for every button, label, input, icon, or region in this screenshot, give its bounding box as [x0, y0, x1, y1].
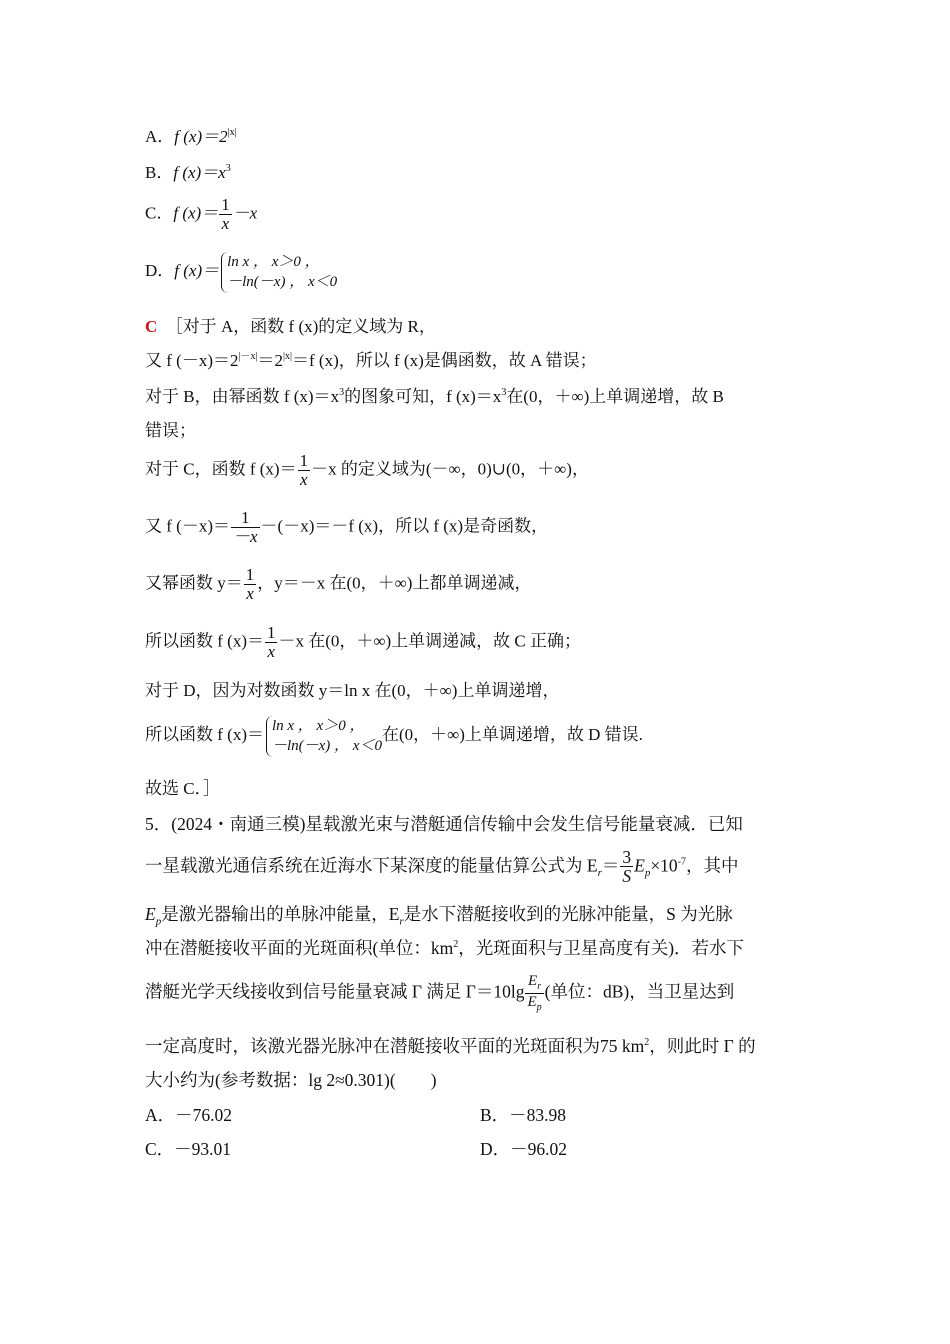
option-d-lhs: f (x)＝ — [174, 261, 220, 281]
solution-text-7a: 又幂函数 y＝ — [145, 573, 243, 593]
q5-option-d: D．－96.02 — [480, 1139, 568, 1159]
q5-line-6 — [145, 1038, 756, 1056]
answer-letter: C — [145, 317, 158, 336]
option-c — [145, 196, 257, 234]
option-b-exp: 3 — [225, 163, 231, 174]
q5-text-5a: 潜艇光学天线接收到信号能量衰减 Γ 满足 Γ＝10lg — [145, 981, 525, 1002]
option-c-label: C． — [145, 203, 174, 223]
solution-text-7b: ，y＝－x 在(0，＋∞)上都单调递减， — [257, 573, 532, 593]
solution-text-6a: 又 f (－x)＝ — [145, 516, 230, 536]
solution-text-3c: 在(0，＋∞)上单调递增，故 B — [506, 387, 724, 406]
solution-line-8 — [145, 624, 581, 662]
solution-line-9 — [145, 682, 559, 699]
q5-line-1 — [145, 816, 743, 834]
solution-piecewise-10 — [266, 716, 382, 757]
q5-numsub-5: r — [537, 981, 542, 992]
q5-text-1: 5．(2024・南通三模)星载激光束与潜艇通信传输中会发生信号能量衰减．已知 — [145, 814, 743, 834]
q5-text-3c: 是水下潜艇接收到的光脉冲能量，S 为光脉 — [403, 904, 733, 924]
option-c-fraction — [219, 196, 232, 234]
q5-line-4 — [145, 940, 744, 958]
option-d-piecewise — [221, 252, 337, 293]
solution-exp-2a: |－x| — [238, 351, 258, 362]
option-c-lhs: f (x)＝ — [173, 203, 219, 223]
solution-line-10 — [145, 716, 643, 757]
q5-line-7 — [145, 1072, 437, 1090]
q5-text-6a: 一定高度时，该激光器光脉冲在潜艇接收平面的光斑面积为75 km — [145, 1036, 645, 1056]
option-a — [145, 128, 237, 145]
solution-text-8b: －x 在(0，＋∞)上单调递减，故 C 正确； — [278, 631, 582, 651]
option-d-row2: －ln(－x) ， x＜0 — [227, 274, 338, 291]
q5-text-5b: (单位：dB)，当卫星达到 — [544, 981, 735, 1002]
q5-sub-3a: p — [155, 915, 162, 928]
q5-num-2: 3 — [622, 847, 632, 867]
solution-num-6: 1 — [241, 508, 250, 527]
solution-den-5: x — [298, 470, 311, 490]
q5-num-5: E — [528, 973, 538, 989]
option-a-exp: |x| — [227, 127, 237, 138]
q5-text-2d: ×10 — [650, 855, 678, 876]
solution-text-2c: ＝f (x)，所以 f (x)是偶函数，故 A 错误； — [292, 351, 597, 370]
q5-text-4a: 冲在潜艇接收平面的光斑面积(单位：km — [145, 938, 454, 958]
q5-option-c: C．－93.01 — [145, 1139, 232, 1159]
q5-exp-2: -7 — [677, 856, 687, 868]
q5-line-2 — [145, 848, 739, 887]
solution-line-3 — [145, 388, 724, 405]
solution-line-5 — [145, 452, 589, 490]
solution-text-5a: 对于 C，函数 f (x)＝ — [145, 459, 297, 479]
solution-line-2 — [145, 352, 597, 369]
q5-sub-2b: p — [644, 866, 651, 879]
option-a-expr: f (x)＝2 — [174, 127, 228, 146]
q5-text-4b: ，光斑面积与卫星高度有关)．若水下 — [458, 938, 745, 958]
solution-den-7: x — [244, 584, 257, 604]
q5-text-6b: ，则此时 Γ 的 — [649, 1036, 756, 1056]
option-a-label: A． — [145, 127, 175, 146]
q5-text-3a: E — [145, 904, 156, 924]
solution-row2-10: －ln(－x) ， x＜0 — [271, 738, 382, 755]
q5-text-2a: 一星载激光通信系统在近海水下某深度的能量估算公式为 E — [145, 855, 598, 876]
solution-row1-10: ln x ， x＞0 ， — [271, 718, 365, 734]
option-d — [145, 252, 337, 293]
solution-den-6: －x — [232, 526, 258, 546]
solution-text-4: 错误； — [145, 421, 196, 440]
solution-text-5b: －x 的定义域为(－∞，0)∪(0，＋∞)， — [311, 459, 589, 479]
q5-fraction-5 — [525, 974, 543, 1013]
q5-text-2c: E — [634, 855, 645, 876]
solution-text-10a: 所以函数 f (x)＝ — [145, 725, 264, 745]
solution-num-7: 1 — [245, 565, 255, 584]
q5-fraction-2 — [620, 848, 633, 887]
solution-exp-3b: 3 — [501, 387, 507, 398]
solution-exp-2b: |x| — [283, 351, 293, 362]
solution-text-6b: －(－x)＝－f (x)，所以 f (x)是奇函数， — [260, 516, 549, 536]
solution-exp-3a: 3 — [339, 387, 345, 398]
solution-text-9: 对于 D，因为对数函数 y＝ln x 在(0，＋∞)上单调递增， — [145, 681, 560, 700]
q5-line-3 — [145, 906, 733, 928]
solution-text-3a: 对于 B，由幂函数 f (x)＝x — [145, 387, 340, 406]
q5-sub-3b: r — [399, 915, 404, 928]
q5-densub-5: p — [536, 1001, 542, 1013]
option-d-label: D． — [145, 261, 175, 281]
q5-option-b: B．－83.98 — [480, 1105, 567, 1125]
q5-text-2b: ＝ — [601, 855, 620, 876]
solution-line-11 — [145, 780, 220, 797]
q5-exp-4: 2 — [453, 939, 459, 950]
solution-text-10b: 在(0，＋∞)上单调递增，故 D 错误. — [381, 725, 643, 745]
solution-den-8: x — [265, 642, 278, 662]
q5-line-5 — [145, 974, 734, 1013]
solution-text-11: 故选 C．］ — [145, 779, 221, 798]
solution-text-3b: 的图象可知，f (x)＝x — [344, 387, 502, 406]
solution-num-5: 1 — [299, 451, 309, 470]
solution-fraction-5 — [298, 452, 311, 490]
option-c-num: 1 — [221, 195, 230, 214]
option-d-row1: ln x ， x＞0 ， — [227, 254, 320, 270]
q5-exp-6: 2 — [644, 1037, 650, 1048]
q5-sub-2a: r — [597, 866, 602, 879]
solution-fraction-7 — [244, 566, 257, 604]
q5-option-a: A．－76.02 — [145, 1105, 233, 1125]
option-b-expr: f (x)＝x — [173, 163, 226, 182]
solution-line-4 — [145, 422, 196, 439]
q5-text-2e: ，其中 — [686, 855, 739, 876]
solution-text-8a: 所以函数 f (x)＝ — [145, 631, 264, 651]
option-c-rhs: －x — [232, 203, 258, 223]
q5-text-3b: 是激光器输出的单脉冲能量，E — [161, 904, 400, 924]
solution-line-6 — [145, 509, 548, 547]
solution-text-1: ［对于 A，函数 f (x)的定义域为 R， — [165, 317, 436, 336]
q5-text-7: 大小约为(参考数据：lg 2≈0.301)( ) — [145, 1070, 437, 1090]
solution-fraction-8 — [265, 624, 278, 662]
solution-text-2b: ＝2 — [257, 351, 283, 370]
q5-den-5: E — [527, 993, 537, 1010]
q5-den-2: S — [622, 866, 632, 887]
solution-num-8: 1 — [266, 623, 276, 642]
option-b — [145, 164, 231, 181]
solution-fraction-6 — [231, 509, 260, 547]
solution-line-7 — [145, 566, 531, 604]
solution-text-2a: 又 f (－x)＝2 — [145, 351, 239, 370]
solution-line-1 — [145, 318, 436, 335]
option-b-label: B． — [145, 163, 174, 182]
option-c-den: x — [219, 214, 232, 234]
